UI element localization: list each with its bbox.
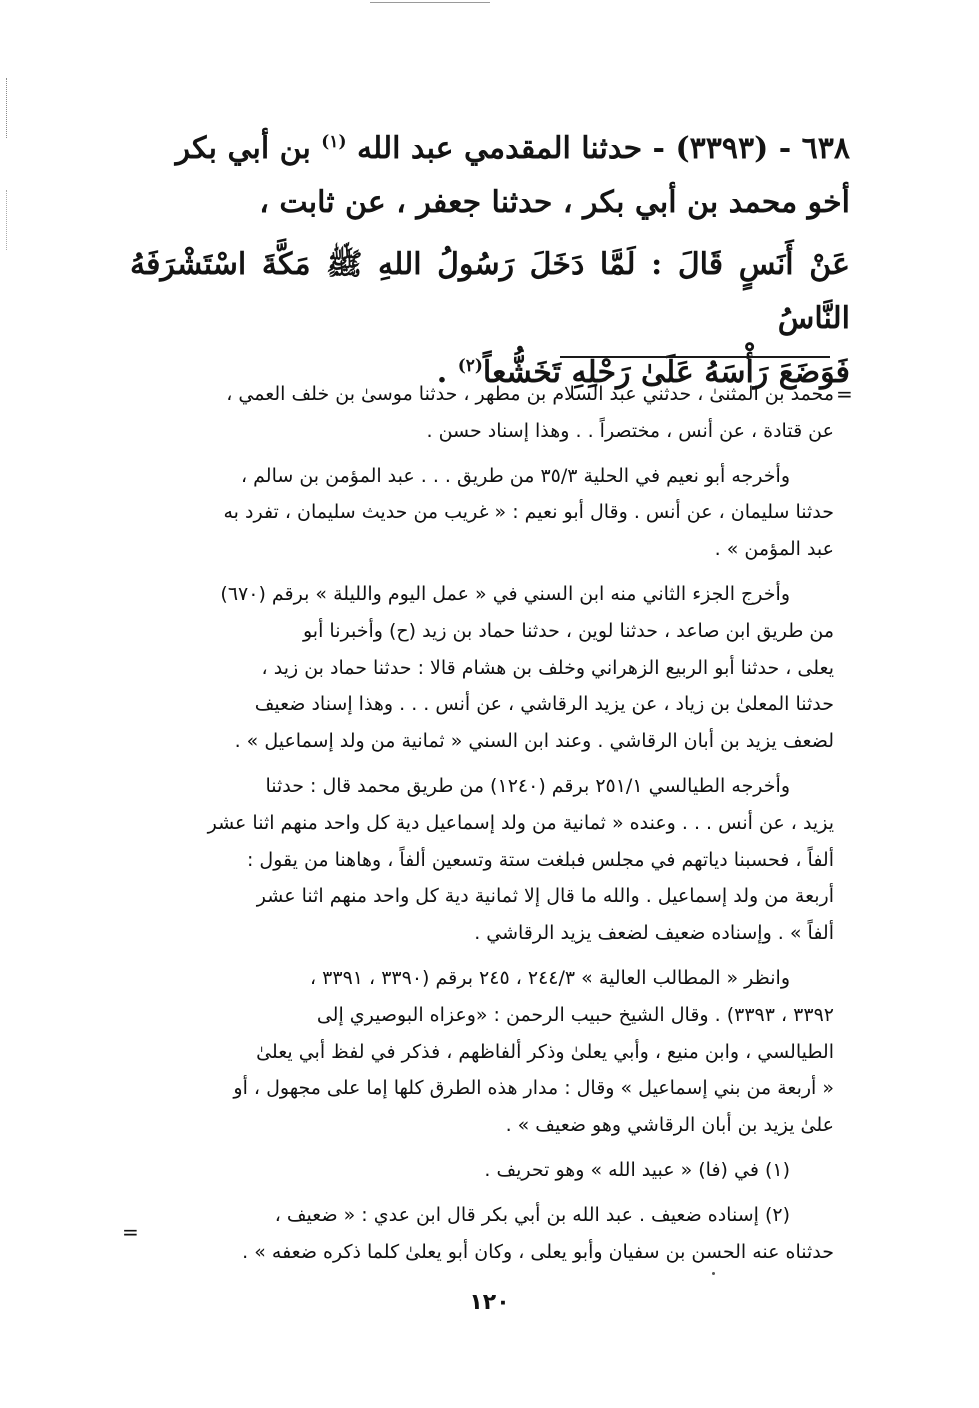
- footnote-separator: [560, 356, 830, 358]
- page-number: ١٢٠: [469, 1290, 510, 1315]
- hadith-narrator-cont: بن أبي بكر: [175, 131, 311, 166]
- footnote-ref-2: (٢): [457, 356, 483, 376]
- hadith-text-line-2-main: فَوَضَعَ رَأْسَهُ عَلَىٰ رَحْلِهِ تَخَشُّعاً: [482, 355, 850, 390]
- note-paragraph-5: [136, 960, 834, 1144]
- note-line: (٢) إسناده ضعيف . عبد الله بن أبي بكر قال ابن عدي : « ضعيف ،: [274, 1203, 790, 1226]
- print-dot: [712, 1272, 715, 1275]
- note-line: أربعة من ولد إسماعيل . والله ما قال إلا ثمانية دية كل واحد منهم اثنا عشر: [256, 885, 834, 908]
- hadith-number-and-narrator: ٦٣٨ - (٣٣٩٣) - حدثنا المقدمي عبد الله: [356, 131, 850, 166]
- note-line: علىٰ يزيد بن أبان الرقاشي وهو ضعيف » .: [505, 1114, 834, 1137]
- note-line: يزيد ، عن أنس . . . وعنده « ثمانية من ولد إسماعيل دية كل واحد منهم اثنا عشر: [207, 811, 834, 834]
- hadith-header-line-1: [130, 122, 850, 176]
- hadith-header-line-2: أخو محمد بن أبي بكر ، حدثنا جعفر ، عن ثابت ،: [259, 185, 850, 220]
- continuation-mark-bottom: =: [122, 1220, 139, 1244]
- note-line: ألفاً » . وإسناده ضعيف لضعف يزيد الرقاشي .: [474, 922, 834, 945]
- note-line: حدثناه عنه الحسن بن سفيان وأبو يعلى ، وكان أبو يعلىٰ كلما ذكره ضعفه » .: [242, 1240, 834, 1263]
- note-line: يعلى ، حدثنا أبو الربيع الزهراني وخلف بن هشام قالا : حدثنا حماد بن زيد ،: [261, 656, 834, 679]
- hadith-text-period: .: [436, 355, 448, 390]
- note-line: وأخرجه الطيالسي ٢٥١/١ برقم (١٢٤٠) من طريق محمد قال : حدثنا: [265, 774, 790, 797]
- note-line: حدثنا المعلىٰ بن زياد ، عن يزيد الرقاشي ، عن أنس . . . وهذا إسناد ضعيف: [254, 693, 834, 716]
- note-line: وانظر « المطالب العالية » ٢٤٤/٣ ، ٢٤٥ برقم (٣٣٩٠ ، ٣٣٩١ ،: [310, 966, 790, 989]
- note-paragraph-2: [136, 458, 834, 568]
- note-line: وأخرج الجزء الثاني منه ابن السني في « عمل اليوم والليلة » برقم (٦٧٠): [220, 582, 790, 605]
- note-line: عبد المؤمن » .: [714, 538, 834, 561]
- footnotes: [136, 376, 834, 1278]
- note-line: لضعف يزيد بن أبان الرقاشي . وعند ابن السني « ثمانية من ولد إسماعيل » .: [234, 730, 834, 753]
- note-line: محمد بن المثنىٰ ، حدثني عبد السلام بن مطهر ، حدثنا موسىٰ بن خلف العمي ،: [226, 383, 834, 405]
- footnote-1: [136, 1152, 834, 1189]
- note-paragraph-4: [136, 768, 834, 952]
- note-line: الطيالسي ، وابن منيع ، وأبي يعلىٰ وذكر ألفاظهم ، فذكر في لفظ أبي يعلىٰ: [256, 1040, 834, 1063]
- top-rule: [370, 2, 490, 3]
- note-line: ٣٣٩٢ ، ٣٣٩٣) . وقال الشيخ حبيب الرحمن : «وعزاه البوصيري إلى: [316, 1003, 834, 1026]
- continuation-mark-top: =: [836, 382, 853, 406]
- note-line: حدثنا سليمان ، عن أنس . وقال أبو نعيم : « غريب من حديث سليمان ، تفرد به: [223, 501, 834, 524]
- footnote-2: [136, 1197, 834, 1271]
- note-line: من طريق ابن صاعد ، حدثنا لوين ، حدثنا حماد بن زيد (ح) وأخبرنا أبو: [302, 619, 834, 642]
- note-line: وأخرجه أبو نعيم في الحلية ٣٥/٣ من طريق . . . عبد المؤمن بن سالم ،: [240, 464, 790, 487]
- hadith-header: [130, 122, 850, 230]
- note-line: ألفاً ، فحسبنا دياتهم في مجلس فبلغت ستة وتسعين ألفاً ، وهاهنا من يقول :: [246, 848, 834, 871]
- footnote-ref-1: (١): [321, 132, 347, 152]
- note-paragraph-3: [136, 576, 834, 760]
- note-line: عن قتادة ، عن أنس ، مختصراً . . وهذا إسناد حسن .: [426, 419, 834, 442]
- margin-marks-lower: [6, 190, 8, 250]
- note-line: « أربعة من بني إسماعيل » وقال : مدار هذه الطرق كلها إما على مجهول ، أو: [233, 1077, 834, 1100]
- margin-marks: [6, 78, 11, 138]
- note-line: (١) في (فا) « عبيد الله » وهو تحريف .: [484, 1158, 790, 1181]
- note-paragraph-1: [136, 376, 834, 450]
- hadith-text-line-1: عَنْ أَنَسٍ قَالَ : لَمَّا دَخَلَ رَسُولُ اللهِ ﷺ مَكَّةَ اسْتَشْرَفَهُ النَّاسُ: [130, 247, 850, 336]
